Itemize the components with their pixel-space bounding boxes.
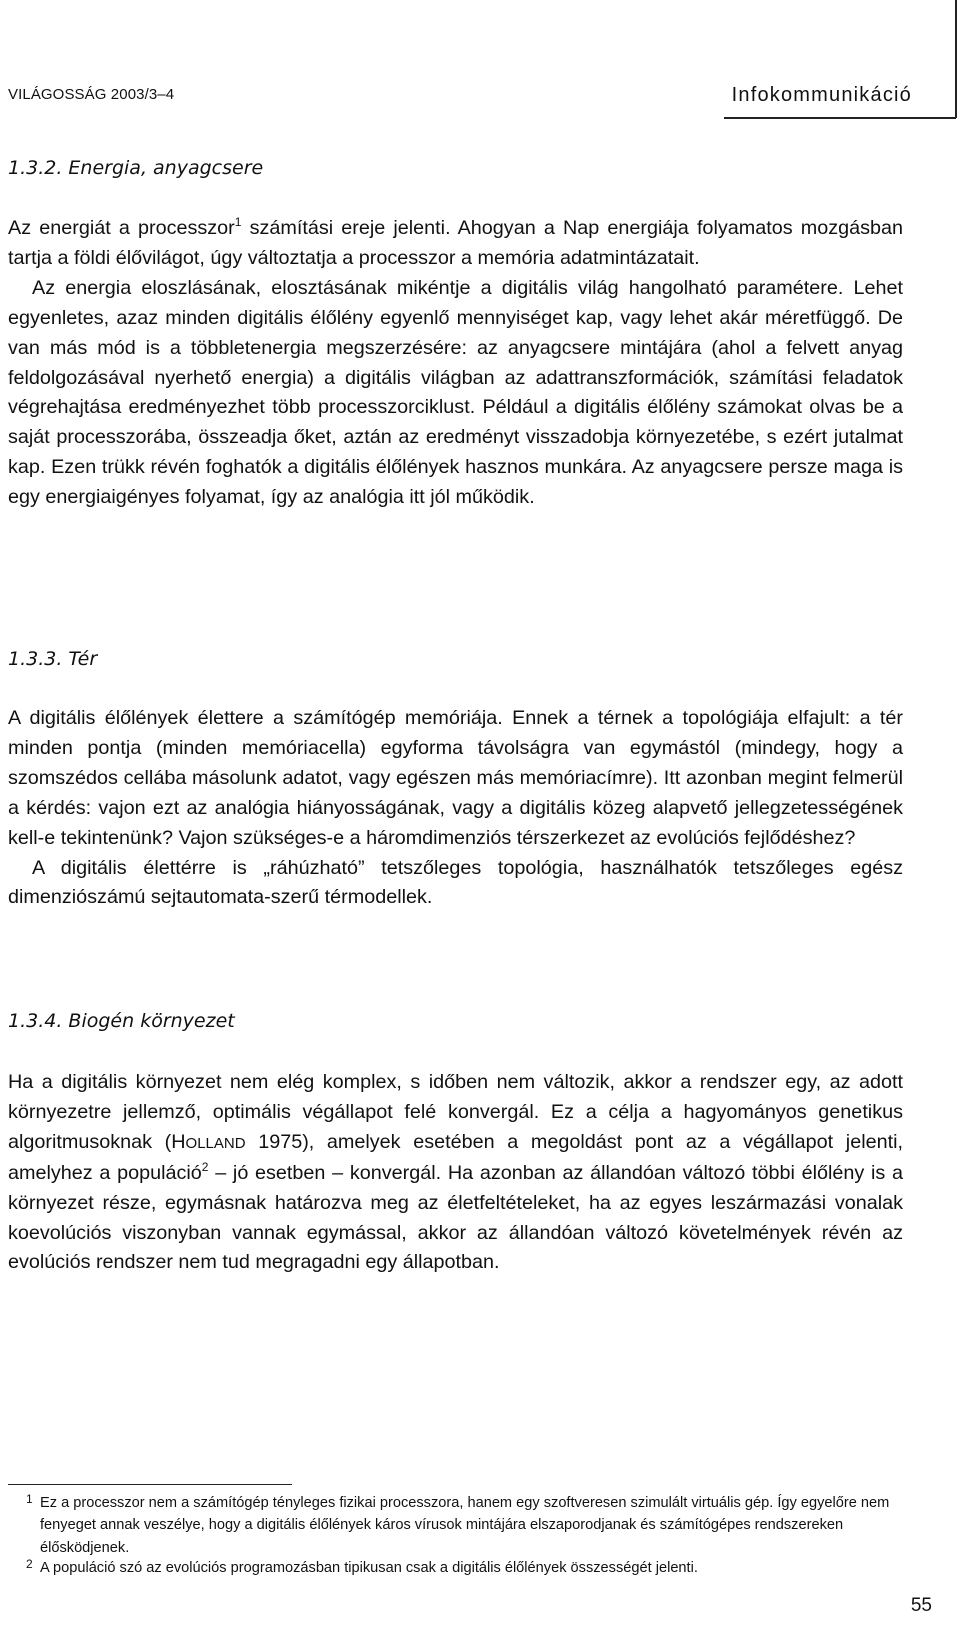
section-heading-energia: 1.3.2. Energia, anyagcsere (8, 157, 264, 179)
paragraph-text: számítási ereje jelenti. Ahogyan a Nap energiája folyamatos mozgásban tartja a földi élővilágot, úgy változtatja a processzor a memória adatmintázatait. (8, 217, 903, 269)
section-heading-ter: 1.3.3. Tér (8, 648, 98, 670)
author-rest: OLLAND (185, 1134, 246, 1152)
section-heading-biogen: 1.3.4. Biogén környezet (8, 1010, 235, 1032)
footnote-divider (8, 1484, 292, 1485)
header-vertical-rule (955, 0, 957, 118)
footnote-number: 2 (26, 1557, 33, 1571)
footnote-text: A populáció szó az evolúciós programozásban tipikusan csak a digitális élőlények összességét jelenti. (40, 1560, 698, 1576)
footnote-text: Ez a processzor nem a számítógép tényleges fizikai processzora, hanem egy szoftveresen szimulált virtuális gép. Így egyelőre nem fenyeget annak veszélye, hogy a digitális élőlények káros vírusok mintájára elszaporodjanak és számítógépes rendszereken élősködjenek. (40, 1495, 890, 1556)
header-horizontal-rule (724, 117, 956, 119)
author-initial: H (171, 1130, 186, 1153)
paragraph (8, 214, 903, 274)
author-name-small-caps (171, 1131, 245, 1153)
page-number: 55 (910, 1595, 932, 1616)
footnote-number: 1 (26, 1492, 33, 1506)
section-header: Infokommunikáció (731, 84, 912, 106)
footnote-ref-1[interactable]: 1 (234, 215, 242, 229)
footnote-ref-2[interactable]: 2 (201, 1159, 209, 1174)
footnote-1 (26, 1492, 902, 1559)
paragraph: Az energia eloszlásának, elosztásának mikéntje a digitális világ hangolható paramétere. Lehet egyenletes, azaz minden digitális élőlény egyenlő mennyiséget kap, vagy lehet akár méretfüggő. De van más mód is a többletenergia megszerzésére: az anyagcsere mintájára (ahol a felvett anyag feldolgozásával nyerhető energia) a digitális világban az adattranszformációk, számítási feladatok végrehajtása eredményezhet több processzorciklust. Például a digitális élőlény számokat olvas be a saját processzorába, összeadja őket, aztán az eredményt visszadobja környezetébe, s ezért jutalmat kap. Ezen trükk révén foghatók a digitális élőlények hasznos munkára. Az anyagcsere persze maga is egy energiaigényes folyamat, így az analógia itt jól működik. (8, 276, 903, 509)
journal-header: VILÁGOSSÁG 2003/3–4 (8, 86, 175, 103)
paragraph: A digitális élettérre is „ráhúzható” tetszőleges topológia, használhatók tetszőleges egész dimenziószámú sejtautomata-szerű térmodellek. (8, 856, 903, 909)
paragraph-text: Az energiát a processzor (8, 217, 235, 239)
paragraph-text: 1975), amelyek esetében a megoldást pont az a végállapot jelenti, amelyhez a populáció (8, 1130, 903, 1184)
paragraph-text: – jó esetben – konvergál. Ha azonban az állandóan változó többi élőlény is a környezet része, egymásnak határozva meg az életfeltételeket, ha az egyes leszármazási vonalak koevolúciós viszonyban vannak egymással, akkor az állandóan változó követelmények révén az evolúciós rendszer nem tud megragadni egy állapotban. (8, 1161, 904, 1274)
section-body-biogen (8, 1068, 903, 1278)
paragraph: A digitális élőlények élettere a számítógép memóriája. Ennek a térnek a topológiája elfajult: a tér minden pontja (minden memóriacella) egyforma távolságra van egymástól (mindegy, hogy a szomszédos cellába másolunk adatot, vagy egészen más memóriacímre). Itt azonban megint felmerül a kérdés: vajon ezt az analógia hiányosságának, vagy a digitális közeg alapvető jellegzetességének kell-e tekintenünk? Vajon szükséges-e a háromdimenziós térszerkezet az evolúciós fejlődéshez? (8, 707, 903, 849)
paragraph (8, 1068, 903, 1278)
section-body-ter (8, 704, 903, 913)
footnote-2 (26, 1557, 902, 1579)
paragraph-text: Ha a digitális környezet nem elég komplex, s időben nem változik, akkor a rendszer egy, az adott környezetre jellemző, optimális végállapot felé konvergál. Ez a célja a hagyományos genetikus algoritmusoknak ( (8, 1071, 903, 1153)
section-body-energia (8, 214, 903, 513)
